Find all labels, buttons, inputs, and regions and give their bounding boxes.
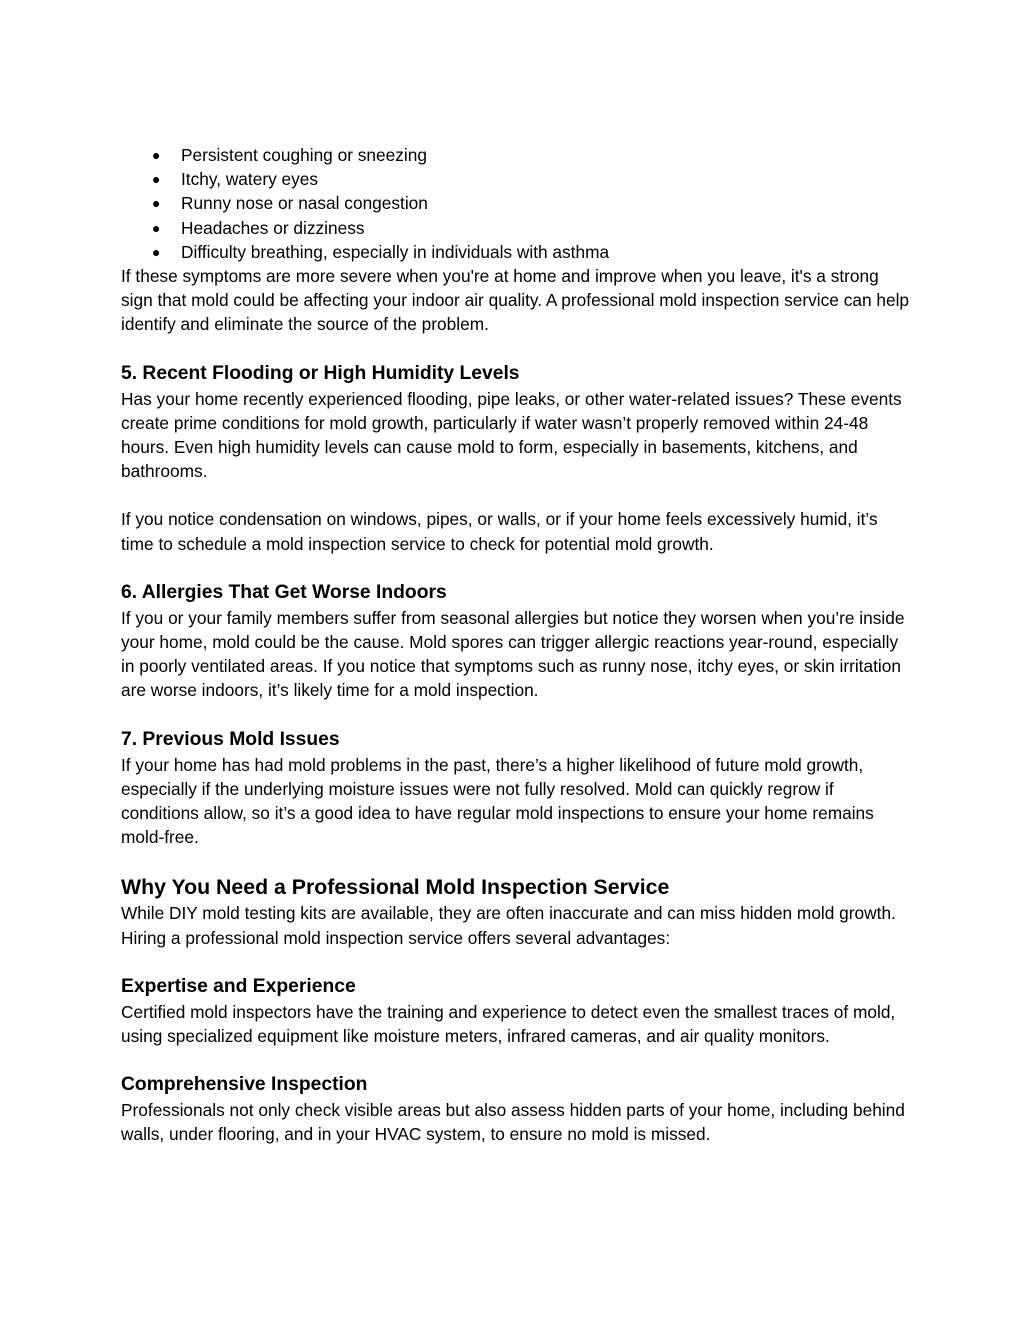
spacer <box>121 556 911 580</box>
spacer <box>121 337 911 361</box>
section-heading-why-professional: Why You Need a Professional Mold Inspection Service <box>121 875 670 900</box>
list-item-text: Runny nose or nasal congestion <box>181 193 428 214</box>
spacer <box>121 849 911 873</box>
spacer <box>121 483 911 507</box>
list-item-text: Difficulty breathing, especially in individuals with asthma <box>181 241 610 262</box>
bullet-icon: ● <box>152 219 161 236</box>
bullet-icon: ● <box>152 243 161 260</box>
expertise-paragraph: Certified mold inspectors have the training and experience to detect even the smallest traces of mold, using specialized equipment like moisture meters, infrared cameras, and air quality monitors. <box>121 1001 896 1047</box>
intro-paragraph: If these symptoms are more severe when you're at home and improve when you leave, it's a strong sign that mold could be affecting your indoor air quality. A professional mold inspection service can help identify and eliminate the source of the problem. <box>121 266 910 335</box>
list-item-text: Persistent coughing or sneezing <box>181 145 427 165</box>
bullet-icon: ● <box>152 195 161 212</box>
list-item <box>121 216 911 240</box>
list-item-text: Headaches or dizziness <box>181 217 365 238</box>
section-heading-allergies: 6. Allergies That Get Worse Indoors <box>121 581 447 603</box>
comprehensive-paragraph: Professionals not only check visible areas but also assess hidden parts of your home, including behind walls, under flooring, and in your HVAC system, to ensure no mold is missed. <box>121 1100 905 1145</box>
document-page <box>121 143 911 1147</box>
subheading-comprehensive: Comprehensive Inspection <box>121 1074 368 1096</box>
list-item <box>121 167 911 191</box>
allergies-paragraph: If you or your family members suffer from seasonal allergies but notice they worsen when you’re inside your home, mold could be the cause. Mold spores can trigger allergic reactions year-round, especially in poorly ventilated areas. If you notice that symptoms such as runny nose, itchy eyes, or skin irritation are worse indoors, it’s likely time for a mold inspection. <box>121 607 905 701</box>
why-professional-paragraph: While DIY mold testing kits are available, they are often inaccurate and can miss hidden mold growth. Hiring a professional mold inspection service offers several advantages: <box>121 903 896 948</box>
list-item <box>121 191 911 215</box>
list-item <box>121 143 911 167</box>
symptom-list <box>121 143 911 264</box>
flooding-paragraph-2: If you notice condensation on windows, pipes, or walls, or if your home feels excessively humid, it’s time to schedule a mold inspection service to check for potential mold growth. <box>121 509 878 554</box>
spacer <box>121 703 911 727</box>
spacer <box>121 950 911 974</box>
previous-mold-paragraph: If your home has had mold problems in the past, there’s a higher likelihood of future mold growth, especially if the underlying moisture issues were not fully resolved. Mold can quickly regrow if conditions allow, so it’s a good idea to have regular mold inspections to ensure your home remains mold-free. <box>121 754 874 848</box>
list-item-text: Itchy, watery eyes <box>181 169 319 190</box>
spacer <box>121 1048 911 1072</box>
section-heading-flooding: 5. Recent Flooding or High Humidity Levels <box>121 362 520 384</box>
section-heading-previous-mold: 7. Previous Mold Issues <box>121 728 340 750</box>
subheading-expertise: Expertise and Experience <box>121 975 356 997</box>
bullet-icon: ● <box>152 171 161 188</box>
list-item <box>121 240 911 264</box>
flooding-paragraph-1: Has your home recently experienced flooding, pipe leaks, or other water-related issues? These events create prime conditions for mold growth, particularly if water wasn’t properly removed within 24-48 hours. Even high humidity levels can cause mold to form, especially in basements, kitchens, and bathrooms. <box>121 388 902 482</box>
bullet-icon: ● <box>152 147 161 163</box>
